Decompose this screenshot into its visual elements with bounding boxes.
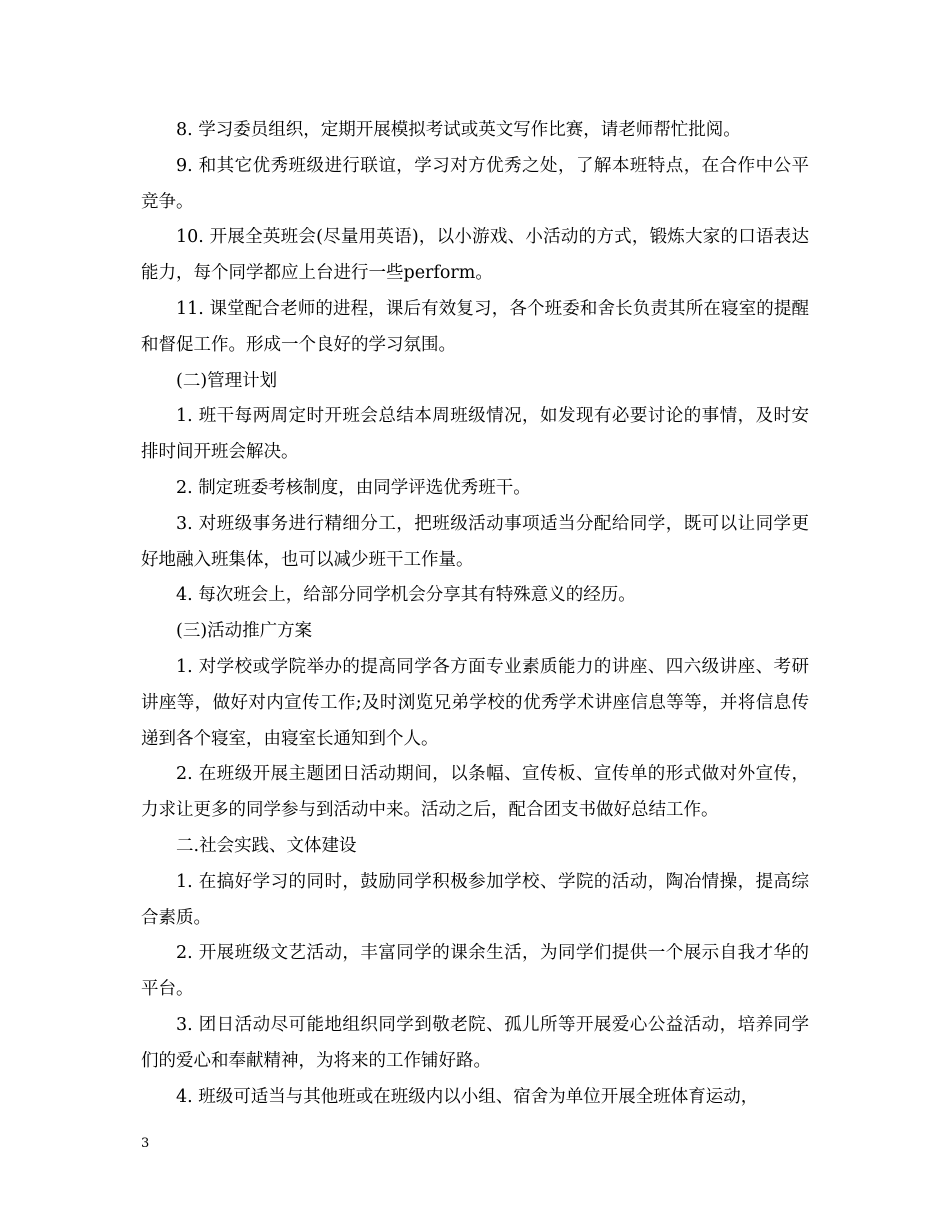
paragraph-item-promotion-2: 2. 在班级开展主题团日活动期间，以条幅、宣传板、宣传单的形式做对外宣传，力求让更多的同学参与到活动中来。活动之后，配合团支书做好总结工作。 bbox=[141, 764, 809, 821]
section-heading-management-plan: (二)管理计划 bbox=[176, 370, 278, 391]
section-heading-social-practice: 二.社会实践、文体建设 bbox=[176, 835, 357, 856]
paragraph-item-10: 10. 开展全英班会(尽量用英语)，以小游戏、小活动的方式，锻炼大家的口语表达能力，每个同学都应上台进行一些perform。 bbox=[141, 227, 809, 284]
page-number: 3 bbox=[141, 1136, 150, 1151]
paragraph-item-social-2: 2. 开展班级文艺活动，丰富同学的课余生活，为同学们提供一个展示自我才华的平台。 bbox=[141, 943, 809, 1000]
paragraph-item-management-4: 4. 每次班会上，给部分同学机会分享其有特殊意义的经历。 bbox=[176, 585, 636, 606]
paragraph-item-management-2: 2. 制定班委考核制度，由同学评选优秀班干。 bbox=[176, 477, 531, 498]
paragraph-item-social-3: 3. 团日活动尽可能地组织同学到敬老院、孤儿所等开展爱心公益活动，培养同学们的爱心和奉献精神，为将来的工作铺好路。 bbox=[141, 1014, 809, 1071]
paragraph-item-9: 9. 和其它优秀班级进行联谊，学习对方优秀之处，了解本班特点，在合作中公平竞争。 bbox=[141, 155, 809, 212]
paragraph-item-8: 8. 学习委员组织，定期开展模拟考试或英文写作比赛，请老师帮忙批阅。 bbox=[176, 120, 741, 140]
paragraph-item-promotion-1: 1. 对学校或学院举办的提高同学各方面专业素质能力的讲座、四六级讲座、考研讲座等，做好对内宣传工作;及时浏览兄弟学校的优秀学术讲座信息等等，并将信息传递到各个寝室，由寝室长通知到个人。 bbox=[141, 656, 809, 749]
paragraph-item-management-3: 3. 对班级事务进行精细分工，把班级活动事项适当分配给同学，既可以让同学更好地融入班集体，也可以减少班干工作量。 bbox=[141, 513, 809, 570]
section-heading-promotion-plan: (三)活动推广方案 bbox=[176, 621, 313, 642]
document-body bbox=[141, 113, 809, 1115]
paragraph-item-social-4: 4. 班级可适当与其他班或在班级内以小组、宿舍为单位开展全班体育运动， bbox=[176, 1086, 759, 1107]
paragraph-item-11: 11. 课堂配合老师的进程，课后有效复习，各个班委和舍长负责其所在寝室的提醒和督促工作。形成一个良好的学习氛围。 bbox=[141, 298, 809, 355]
paragraph-item-management-1: 1. 班干每两周定时开班会总结本周班级情况，如发现有必要讨论的事情，及时安排时间开班会解决。 bbox=[141, 406, 809, 463]
paragraph-item-social-1: 1. 在搞好学习的同时，鼓励同学积极参加学校、学院的活动，陶冶情操，提高综合素质。 bbox=[141, 871, 809, 928]
